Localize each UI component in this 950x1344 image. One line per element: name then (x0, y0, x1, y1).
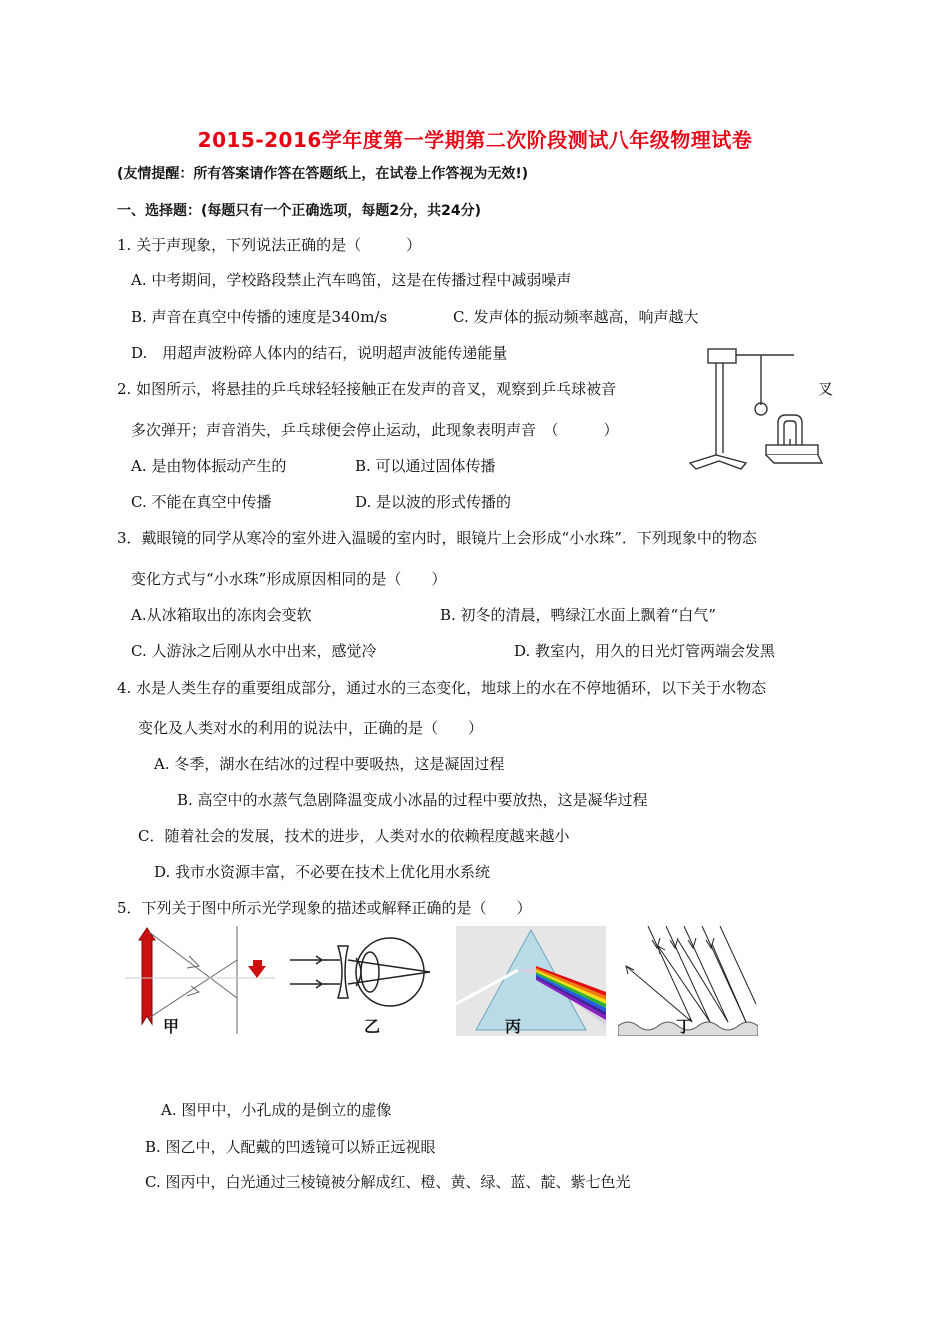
q4-stem-line2: 变化及人类对水的利用的说法中，正确的是（ ） (138, 719, 484, 737)
figure-yi-eye-lens (290, 932, 440, 1012)
q2-stem-line1-end: 叉 (818, 380, 834, 398)
figure-label-jia: 甲 (163, 1017, 180, 1036)
q4-option-b: B. 高空中的水蒸气急剧降温变成小冰晶的过程中要放热，这是凝华过程 (177, 791, 648, 809)
q4-option-a: A. 冬季，湖水在结冰的过程中要吸热，这是凝固过程 (154, 755, 505, 773)
q4-option-c: C．随着社会的发展，技术的进步，人类对水的依赖程度越来越小 (138, 827, 570, 845)
q3-option-c: C. 人游泳之后刚从水中出来，感觉冷 (131, 642, 377, 660)
q1-stem: 1. 关于声现象，下列说法正确的是（ ） (117, 236, 422, 254)
q4-stem-line1: 4. 水是人类生存的重要组成部分，通过水的三态变化，地球上的水在不停地循环，以下关于水物态 (117, 679, 767, 697)
q3-option-a: A.从冰箱取出的冻肉会变软 (131, 606, 312, 624)
figure-label-yi: 乙 (364, 1017, 381, 1036)
figure-label-bing: 丙 (505, 1017, 522, 1036)
q4-option-d: D. 我市水资源丰富，不必要在技术上优化用水系统 (154, 863, 491, 881)
q5-stem: 5．下列关于图中所示光学现象的描述或解释正确的是（ ） (117, 899, 532, 917)
q3-stem-line1: 3．戴眼镜的同学从寒冷的室外进入温暖的室内时，眼镜片上会形成“小水珠”．下列现象中的物态 (117, 529, 757, 547)
q2-stem-line1: 2. 如图所示，将悬挂的乒乓球轻轻接触正在发声的音叉，观察到乒乓球被音 (117, 380, 617, 398)
q3-stem-line2: 变化方式与“小水珠”形成原因相同的是（ ） (131, 570, 447, 588)
q2-option-d: D. 是以波的形式传播的 (355, 493, 512, 511)
q5-option-c: C. 图丙中，白光通过三棱镜被分解成红、橙、黄、绿、蓝、靛、紫七色光 (145, 1173, 631, 1191)
q1-option-c: C. 发声体的振动频率越高，响声越大 (453, 308, 699, 326)
figure-bing-prism (456, 926, 606, 1036)
q3-option-b: B. 初冬的清晨，鸭绿江水面上飘着“白气” (440, 606, 716, 624)
q3-option-d: D. 教室内，用久的日光灯管两端会发黑 (514, 642, 776, 660)
q1-option-b: B. 声音在真空中传播的速度是340m/s (131, 308, 388, 326)
figure-jia-pinhole (125, 926, 275, 1036)
q5-option-b: B. 图乙中，人配戴的凹透镜可以矫正远视眼 (145, 1138, 436, 1156)
tuning-fork-figure (686, 345, 826, 475)
q2-option-c: C. 不能在真空中传播 (131, 493, 272, 511)
q2-stem-line2: 多次弹开；声音消失，乒乓球便会停止运动，此现象表明声音 （ ） (131, 421, 619, 439)
q2-option-b: B. 可以通过固体传播 (355, 457, 496, 475)
exam-title: 2015-2016学年度第一学期第二次阶段测试八年级物理试卷 (197, 128, 753, 152)
q1-option-d: D. 用超声波粉碎人体内的结石，说明超声波能传递能量 (131, 344, 508, 362)
section-heading: 一、选择题：(每题只有一个正确选项，每题2分，共24分) (117, 203, 482, 219)
q1-option-a: A. 中考期间，学校路段禁止汽车鸣笛，这是在传播过程中减弱噪声 (131, 271, 572, 289)
notice: (友情提醒：所有答案请作答在答题纸上，在试卷上作答视为无效!) (117, 166, 529, 182)
figure-label-ding: 丁 (676, 1017, 693, 1036)
q2-option-a: A. 是由物体振动产生的 (131, 457, 287, 475)
q5-option-a: A. 图甲中，小孔成的是倒立的虚像 (161, 1101, 392, 1119)
